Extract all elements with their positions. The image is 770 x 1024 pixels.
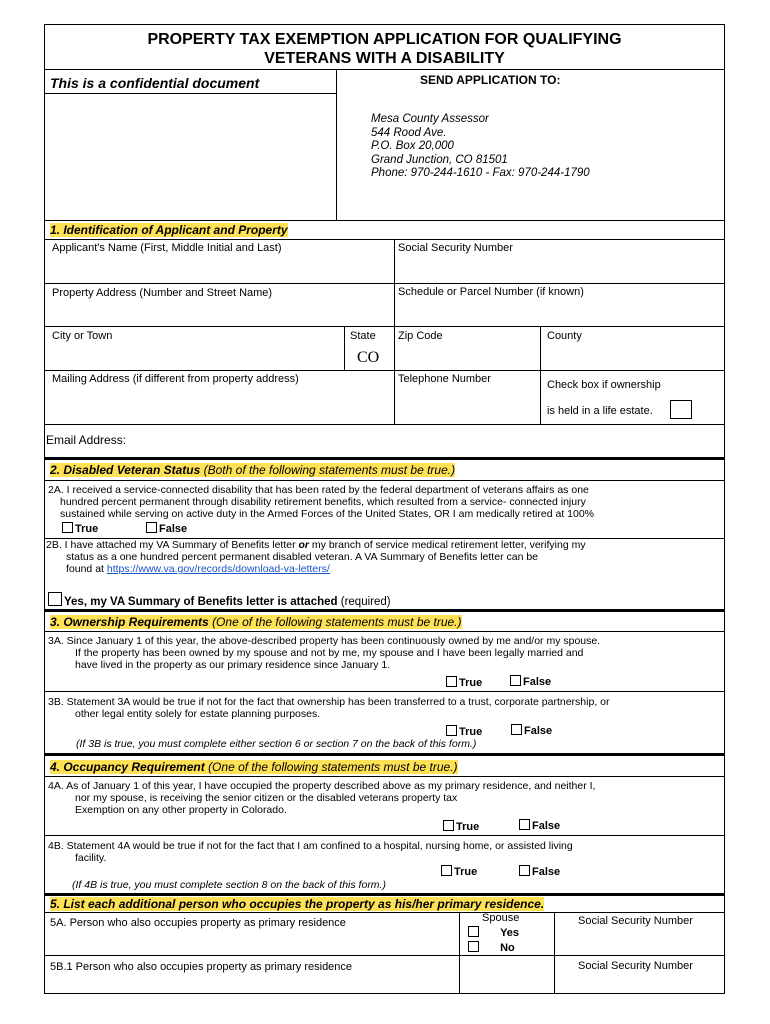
2a-true-option[interactable] xyxy=(62,522,98,535)
4a-true-option[interactable] xyxy=(443,820,479,833)
address-line: P.O. Box 20,000 xyxy=(371,140,454,152)
statement-line: 3A. Since January 1 of this year, the above-described property has been continuously owned by me and/or my spouse. xyxy=(48,635,601,647)
section-1-title xyxy=(50,223,288,237)
divider xyxy=(44,776,725,777)
spouse-no-option[interactable] xyxy=(468,941,515,954)
statement-line: nor my spouse, is receiving the senior citizen or the disabled veterans property tax xyxy=(75,792,458,804)
divider xyxy=(44,691,725,692)
statement-3a xyxy=(48,635,600,671)
statement-line: 2B. I have attached my VA Summary of Benefits letter xyxy=(46,539,299,551)
checkbox-icon[interactable] xyxy=(446,676,457,687)
statement-2b xyxy=(46,539,586,575)
false-label: False xyxy=(524,725,553,737)
life-estate-label: Check box if ownership xyxy=(547,379,661,391)
4a-false-option[interactable] xyxy=(519,819,560,832)
4b-false-option[interactable] xyxy=(519,865,560,878)
divider xyxy=(540,370,541,424)
divider xyxy=(44,753,725,756)
divider xyxy=(44,480,725,481)
checkbox-icon[interactable] xyxy=(510,675,521,686)
false-label: False xyxy=(159,523,188,535)
required-note: (required) xyxy=(337,596,391,608)
checkbox-icon[interactable] xyxy=(62,522,73,533)
applicant-name-label: Applicant's Name (First, Middle Initial and Last) xyxy=(52,242,282,254)
emphasis-or: or xyxy=(298,539,310,551)
divider xyxy=(44,370,725,371)
section-1-title-text: 1. Identification of Applicant and Property xyxy=(50,223,288,237)
false-label: False xyxy=(523,676,552,688)
divider xyxy=(44,893,725,896)
statement-line: my branch of service medical retirement letter, verifying my xyxy=(309,539,586,551)
address-line: Phone: 970-244-1610 - Fax: 970-244-1790 xyxy=(371,167,590,179)
city-label: City or Town xyxy=(52,330,113,342)
send-to-heading: SEND APPLICATION TO: xyxy=(420,73,561,87)
checkbox-icon[interactable] xyxy=(441,865,452,876)
divider xyxy=(44,609,725,612)
telephone-label: Telephone Number xyxy=(398,373,491,385)
statement-line: 3B. Statement 3A would be true if not for the fact that ownership has been transferred to a trust, corporate partnership, or xyxy=(48,696,610,708)
false-label: False xyxy=(532,866,561,878)
va-letter-attached-option[interactable] xyxy=(48,592,391,608)
address-line: 544 Rood Ave. xyxy=(371,126,447,139)
mailing-address-label: Mailing Address (if different from property address) xyxy=(52,373,299,385)
statement-line: sustained while serving on active duty in the Armed Forces of the United States, OR I am medically retired at 100% xyxy=(60,508,595,520)
checkbox-icon[interactable] xyxy=(468,926,479,937)
email-label: Email Address: xyxy=(46,433,127,447)
checkbox-icon[interactable] xyxy=(519,865,530,876)
3b-true-option[interactable] xyxy=(446,725,482,738)
divider xyxy=(44,912,725,913)
true-label: True xyxy=(459,726,483,738)
divider xyxy=(44,631,725,632)
address-line: Grand Junction, CO 81501 xyxy=(371,153,508,166)
zip-label: Zip Code xyxy=(398,330,443,342)
divider xyxy=(44,69,725,70)
state-label: State xyxy=(350,330,376,342)
divider xyxy=(459,912,460,994)
statement-line: status as a one hundred percent permanent disabled veteran. A VA Summary of Benefits letter can be xyxy=(66,551,539,563)
4b-note: (If 4B is true, you must complete section 8 on the back of this form.) xyxy=(72,879,386,891)
statement-line: If the property has been owned by my spouse and not by me, my spouse and I have been legally married and xyxy=(75,647,584,659)
3a-true-option[interactable] xyxy=(446,676,482,689)
statement-2a xyxy=(48,484,594,520)
va-letters-link[interactable]: https://www.va.gov/records/download-va-letters/ xyxy=(106,563,330,575)
false-label: False xyxy=(532,820,561,832)
statement-4a xyxy=(48,780,595,816)
divider xyxy=(394,239,395,424)
true-label: True xyxy=(75,523,99,535)
divider xyxy=(540,326,541,370)
section-5-title-text: 5. List each additional person who occupies the property as his/her primary residence. xyxy=(50,897,545,911)
address-line: Mesa County Assessor xyxy=(371,113,489,125)
statement-line: hundred percent permanent through disability retirement benefits, which resulted from a service- connected injury xyxy=(60,496,586,508)
3b-false-option[interactable] xyxy=(511,724,552,737)
section-4-title xyxy=(50,760,458,774)
spouse-label: Spouse xyxy=(482,912,520,924)
statement-line: facility. xyxy=(75,852,107,864)
divider xyxy=(336,69,337,220)
section-3-note: (One of the following statements must be true.) xyxy=(212,615,462,629)
ssn-label: Social Security Number xyxy=(398,242,513,254)
divider xyxy=(44,955,725,956)
statement-line: have lived in the property as our primary residence since January 1. xyxy=(75,659,391,671)
section-5-title xyxy=(50,897,544,911)
title-line-2: VETERANS WITH A DISABILITY xyxy=(264,50,505,67)
state-value: CO xyxy=(357,349,380,366)
va-letter-attached-label: Yes, my VA Summary of Benefits letter is attached xyxy=(64,596,338,608)
true-label: True xyxy=(459,677,483,689)
section-3-title xyxy=(50,615,462,629)
true-label: True xyxy=(454,866,478,878)
no-label: No xyxy=(500,942,515,954)
checkbox-icon[interactable] xyxy=(519,819,530,830)
statement-line: 4B. Statement 4A would be true if not for the fact that I am confined to a hospital, nursing home, or assisted living xyxy=(48,840,573,852)
4b-true-option[interactable] xyxy=(441,865,477,878)
form-title xyxy=(44,30,725,68)
statement-line: found at xyxy=(66,563,107,575)
section-2-note: (Both of the following statements must be true.) xyxy=(203,463,456,477)
send-to-address xyxy=(371,113,590,181)
divider xyxy=(44,424,725,425)
section-2-title-text: 2. Disabled Veteran Status xyxy=(50,463,201,477)
statement-line: 2A. I received a service-connected disability that has been rated by the federal department of veterans affairs as one xyxy=(48,484,589,496)
life-estate-checkbox[interactable] xyxy=(670,400,692,419)
checkbox-icon[interactable] xyxy=(468,941,479,952)
statement-4b xyxy=(48,840,573,864)
county-label: County xyxy=(547,330,582,342)
divider xyxy=(44,326,725,327)
divider xyxy=(44,283,725,284)
section-4-note: (One of the following statements must be true.) xyxy=(208,760,458,774)
ssn-5b-label: Social Security Number xyxy=(578,960,693,972)
divider xyxy=(554,912,555,994)
statement-3b xyxy=(48,696,609,720)
divider xyxy=(344,326,345,370)
3b-note: (If 3B is true, you must complete either section 6 or section 7 on the back of this form.) xyxy=(76,738,477,750)
checkbox-icon[interactable] xyxy=(511,724,522,735)
statement-line: other legal entity solely for estate planning purposes. xyxy=(75,708,321,720)
checkbox-icon[interactable] xyxy=(446,725,457,736)
yes-label: Yes xyxy=(500,927,520,939)
checkbox-icon[interactable] xyxy=(48,592,62,606)
true-label: True xyxy=(456,821,480,833)
ssn-5a-label: Social Security Number xyxy=(578,915,693,927)
confidential-label: This is a confidential document xyxy=(50,75,260,91)
checkbox-icon[interactable] xyxy=(443,820,454,831)
divider xyxy=(44,220,725,221)
divider xyxy=(44,239,725,240)
person-5b-label: 5B.1 Person who also occupies property as primary residence xyxy=(50,961,353,973)
title-line-1: PROPERTY TAX EXEMPTION APPLICATION FOR QUALIFYING xyxy=(147,31,622,48)
spouse-yes-option[interactable] xyxy=(468,926,519,939)
divider xyxy=(44,835,725,836)
section-2-title xyxy=(50,463,455,477)
statement-line: 4A. As of January 1 of this year, I have occupied the property described above as my primary residence, and neither I, xyxy=(48,780,596,792)
section-4-title-text: 4. Occupancy Requirement xyxy=(50,760,205,774)
life-estate-label-2: is held in a life estate. xyxy=(547,405,653,417)
property-address-label: Property Address (Number and Street Name) xyxy=(52,287,273,299)
statement-line: Exemption on any other property in Colorado. xyxy=(75,804,287,816)
section-3-title-text: 3. Ownership Requirements xyxy=(50,615,209,629)
checkbox-icon[interactable] xyxy=(146,522,157,533)
divider xyxy=(44,457,725,460)
2a-false-option[interactable] xyxy=(146,522,187,535)
3a-false-option[interactable] xyxy=(510,675,551,688)
schedule-number-label: Schedule or Parcel Number (if known) xyxy=(398,286,584,298)
divider xyxy=(44,93,336,94)
person-5a-label: 5A. Person who also occupies property as primary residence xyxy=(50,917,346,929)
